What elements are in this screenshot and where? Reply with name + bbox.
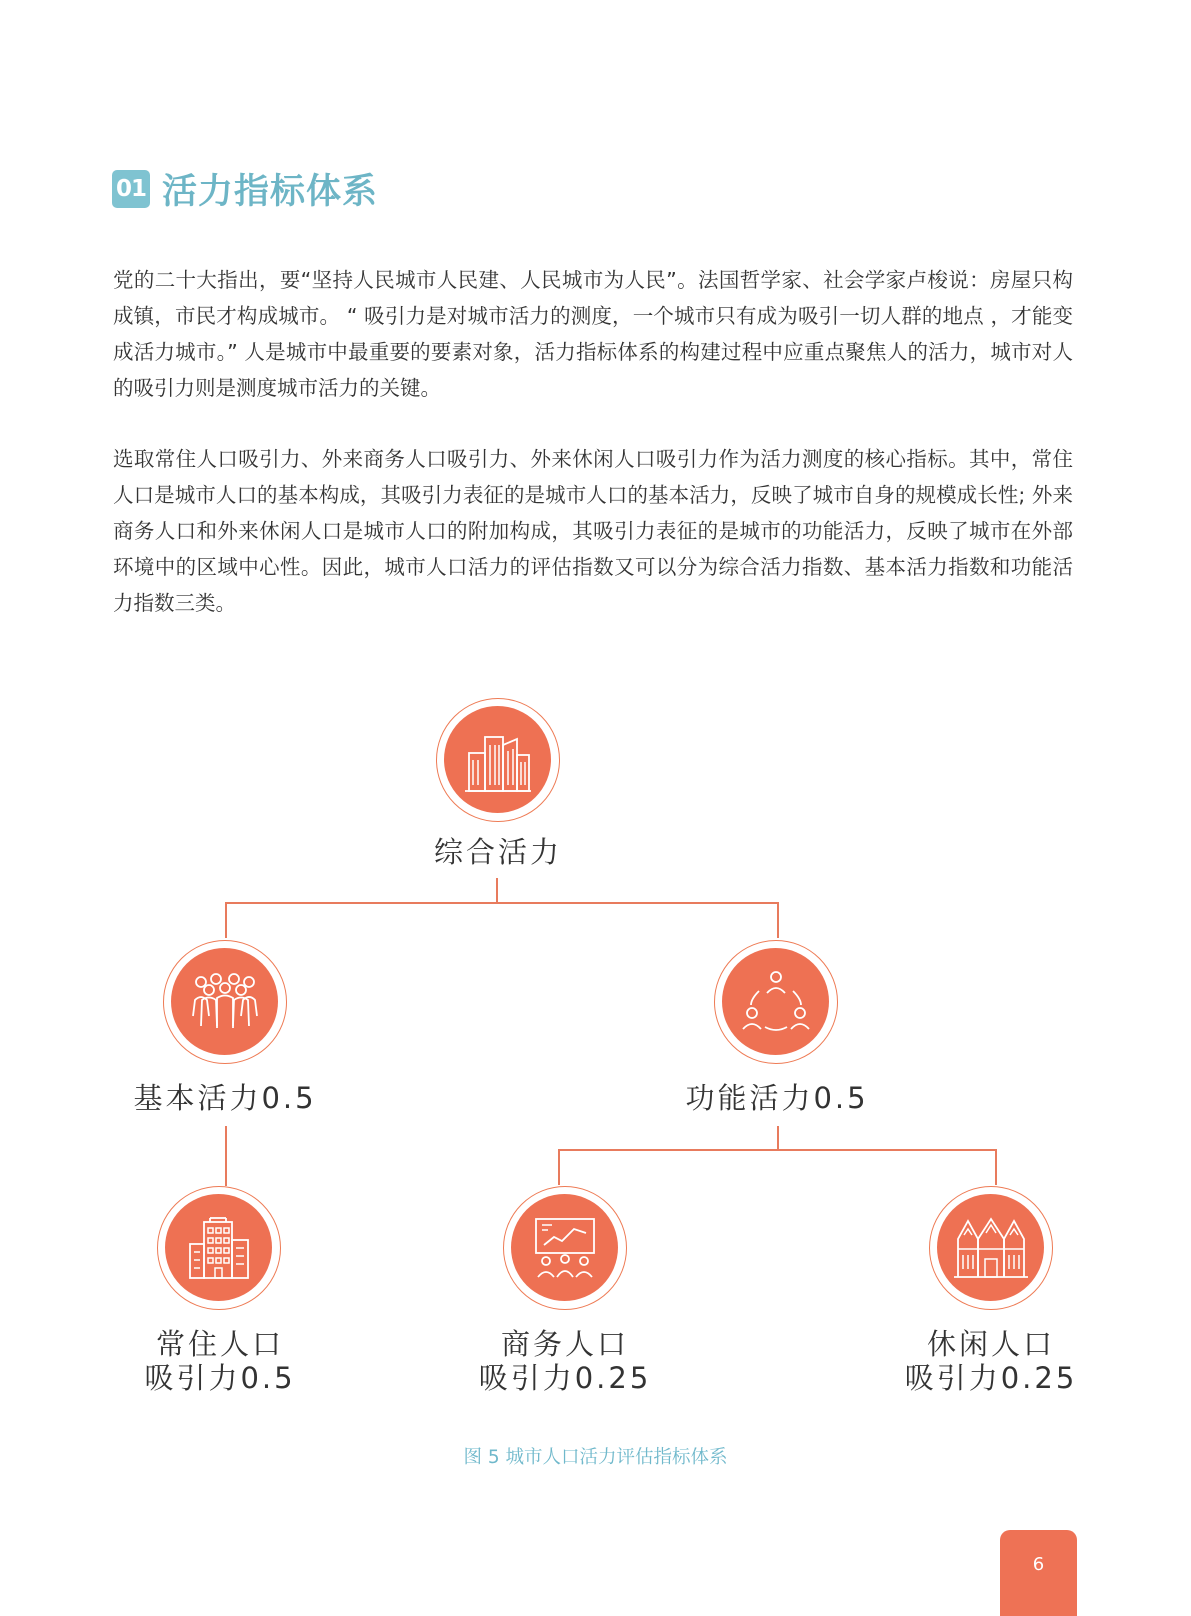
leisure-node-label-line1: 休闲人口 <box>926 1327 1055 1361</box>
functional-node-circle <box>714 940 838 1064</box>
connector-leisure-up <box>995 1149 997 1185</box>
indicator-paragraph: 选取常住人口吸引力、外来商务人口吸引力、外来休闲人口吸引力作为活力测度的核心指标。其中，常住人口是城市人口的基本构成，其吸引力表征的是城市人口的基本活力，反映了城市自身的规模成长性; 外来商务人口和外来休闲人口是城市人口的附加构成，其吸引力表征的是城市的功能活力，反映了城市在外部环境中的区域中心性。因此，城市人口活力的评估指数又可以分为综合活力指数、基本活力指数和功能活力指数三类。 <box>113 447 1073 615</box>
team-circle-icon <box>741 969 811 1035</box>
page-number: 6 <box>1000 1530 1077 1616</box>
intro-paragraph: 党的二十大指出，要“坚持人民城市人民建、人民城市为人民”。法国哲学家、社会学家卢梭说：房屋只构成镇，市民才构成城市。 “ 吸引力是对城市活力的测度，一个城市只有成为吸引一切人群的地点 ，才能变成活力城市。” 人是城市中最重要的要素对象，活力指标体系的构建过程中应重点聚焦人的活力，城市对人的吸引力则是测度城市活力的关键。 <box>113 268 1073 400</box>
presentation-icon <box>530 1215 600 1281</box>
business-node-label-line1: 商务人口 <box>500 1327 629 1361</box>
section-number-badge: 01 <box>112 170 150 208</box>
leisure-node-label-line2: 吸引力0.25 <box>904 1361 1078 1395</box>
business-node-circle <box>503 1186 627 1310</box>
buildings-icon <box>463 725 533 795</box>
connector-functional-up <box>777 902 779 938</box>
section-title: 活力指标体系 <box>162 172 379 212</box>
connector-basic-up <box>225 902 227 938</box>
business-node-label-line2: 吸引力0.25 <box>478 1361 652 1395</box>
leisure-node-circle <box>929 1186 1053 1310</box>
figure-caption: 图 5 城市人口活力评估指标体系 <box>463 1447 728 1468</box>
people-group-icon <box>187 970 263 1034</box>
connector-business-up <box>558 1149 560 1185</box>
resident-node-label-line1: 常住人口 <box>155 1327 284 1361</box>
connector-functional-down <box>777 1126 779 1150</box>
root-node-circle <box>436 698 560 822</box>
resident-node-circle <box>157 1186 281 1310</box>
houses-icon <box>954 1215 1028 1281</box>
basic-node-circle <box>163 940 287 1064</box>
office-building-icon <box>186 1216 252 1280</box>
functional-node-label: 功能活力0.5 <box>685 1081 869 1115</box>
root-node-label: 综合活力 <box>433 835 562 869</box>
section-heading <box>112 164 378 214</box>
basic-node-label: 基本活力0.5 <box>133 1081 317 1115</box>
connector-basic-to-resident <box>225 1126 227 1186</box>
connector-root-down <box>496 878 498 903</box>
connector-root-horizontal <box>225 902 779 904</box>
connector-functional-horizontal <box>558 1149 997 1151</box>
resident-node-label-line2: 吸引力0.5 <box>144 1361 296 1395</box>
